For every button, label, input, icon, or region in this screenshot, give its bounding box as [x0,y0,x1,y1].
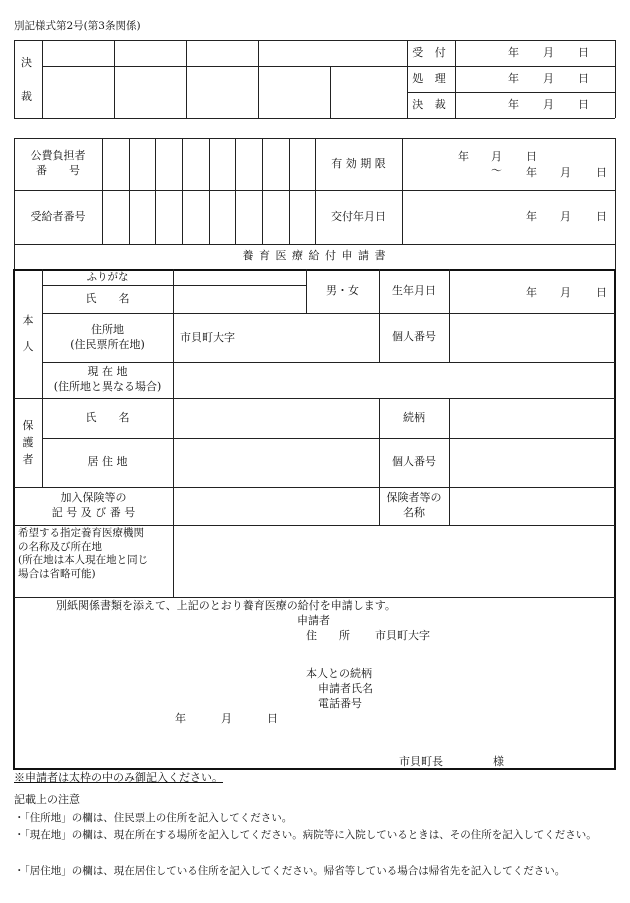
fill-in-warning: ※申請者は太枠の中のみ御記入ください。 [14,771,223,784]
application-month: 月 [221,712,232,725]
received-day: 日 [578,46,589,59]
received-year: 年 [508,46,519,59]
furigana-label: ふりがな [86,271,129,284]
recipient-number-label: 受給者番号 [30,209,86,223]
applicant-address-label: 住 所 [306,629,350,642]
valid-from-month: 月 [491,150,502,163]
address-value[interactable]: 市貝町大字 [180,331,235,344]
guardian-name-label: 氏 名 [85,410,130,424]
valid-from-day: 日 [526,150,537,163]
form-title: 養 育 医 療 給 付 申 請 書 [242,249,387,263]
hospital-label: 希望する指定養育医療機関 の名称及び所在地 (所在地は本人現在地と同じ 場合は省略可能) [18,527,149,580]
phone-label: 電話番号 [318,697,362,710]
issued-month: 月 [560,210,571,223]
decided-label: 決 裁 [412,97,450,111]
applicant-label: 申請者 [297,614,330,627]
issued-date-label: 交付年月日 [331,209,386,223]
dob-year: 年 [526,286,537,299]
guardian-section-label: 保 護 者 [22,418,34,467]
applicant-address-value[interactable]: 市貝町大字 [375,629,430,642]
person-name-label: 氏 名 [85,291,130,305]
valid-to-year: 年 [526,166,537,179]
dob-label: 生年月日 [392,283,436,297]
issued-year: 年 [526,210,537,223]
application-statement: 別紙関係書類を添えて、上記のとおり養育医療の給付を申請します。 [56,599,396,612]
processed-year: 年 [508,72,519,85]
valid-to-month: 月 [560,166,571,179]
relation-to-person-label: 本人との続柄 [306,667,372,680]
application-year: 年 [175,712,186,725]
note-item: ・「現在地」の欄は、現在所在する場所を記入してください。病院等に入院しているときは、その住所を記入してください。 [14,829,597,841]
dob-month: 月 [560,286,571,299]
application-day: 日 [267,712,278,725]
addressee-suffix: 様 [493,755,504,768]
approval-label-b: 裁 [21,90,32,103]
decided-month: 月 [543,98,554,111]
addressee: 市貝町長 [399,755,443,768]
relation-label: 続柄 [403,410,425,424]
person-section-label: 本 人 [22,314,34,353]
payer-number-label: 公費負担者 番 号 [30,149,86,177]
processed-day: 日 [578,72,589,85]
note-item: ・「居住地」の欄は、現在居住している住所を記入してください。帰省等している場合は帰省先を記入してください。 [14,865,566,877]
applicant-name-label: 申請者氏名 [318,682,373,695]
insurer-name-label: 保険者等の 名称 [386,491,442,519]
sex-label: 男・女 [326,283,359,297]
valid-to-day: 日 [596,166,607,179]
processed-month: 月 [543,72,554,85]
valid-tilde: 〜 [491,164,502,177]
insurance-number-label: 加入保険等の 記 号 及 び 番 号 [51,491,136,519]
person-mynumber-label: 個人番号 [392,330,436,344]
current-location-label: 現 在 地 (住所地と異なる場合) [53,365,162,393]
address-label: 住所地 (住民票所在地) [70,322,145,351]
decided-year: 年 [508,98,519,111]
residence-label: 居 住 地 [87,455,128,469]
valid-from-year: 年 [458,150,469,163]
valid-period-label: 有 効 期 限 [331,156,386,170]
form-id: 別記様式第2号(第3条関係) [14,20,141,32]
issued-day: 日 [596,210,607,223]
note-item: ・「住所地」の欄は、住民票上の住所を記入してください。 [14,812,293,824]
notes-heading: 記載上の注意 [14,793,80,806]
received-month: 月 [543,46,554,59]
decided-day: 日 [578,98,589,111]
guardian-mynumber-label: 個人番号 [392,455,436,469]
processed-label: 処 理 [412,71,450,85]
received-label: 受 付 [412,45,450,59]
dob-day: 日 [596,286,607,299]
approval-label-a: 決 [21,56,32,69]
